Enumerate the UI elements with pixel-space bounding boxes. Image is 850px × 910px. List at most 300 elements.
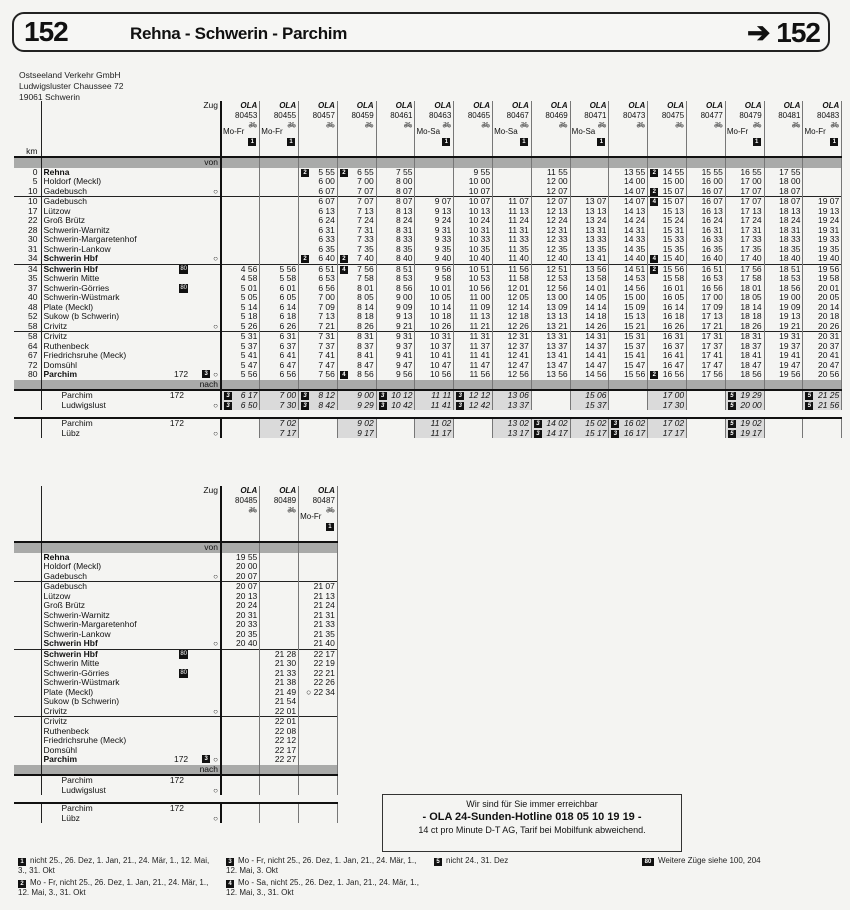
footnote-marker: 3 [611,430,619,438]
empty-cell [803,380,842,391]
departure-time: 19 56 [817,264,840,274]
departure-time: 7 31 [318,331,335,341]
time-cell [299,727,338,737]
empty-cell [454,157,493,168]
departure-time: 15 37 [585,400,607,410]
time-cell [803,361,842,371]
time-cell [260,755,299,765]
train-number: 80461 [390,111,413,120]
footnote-marker: 1 [248,138,256,146]
departure-time: 16 41 [662,351,685,360]
departure-time: 17 56 [740,264,762,274]
time-cell [687,390,726,401]
time-cell [221,707,260,717]
time-cell [493,312,532,322]
footnote-marker: 5 [728,420,736,428]
time-cell [764,293,803,303]
km-value: 30 [28,235,38,244]
evening-timetable [14,486,338,823]
time-cell [260,786,299,796]
footnote-marker: 3 [301,392,309,400]
time-cell [260,736,299,746]
to-row [14,380,842,391]
time-cell [493,226,532,236]
time-cell [454,390,493,401]
departure-time: 16 17 [623,428,646,438]
time-cell [531,342,570,352]
station-cell [41,659,221,669]
time-cell [299,601,338,611]
station-row [14,727,337,737]
station-name: Schwerin Hbf [43,639,98,648]
time-cell [687,429,726,439]
footnote-marker: 3 [224,402,232,410]
time-cell [725,361,764,371]
time-cell [725,370,764,380]
time-cell [337,361,376,371]
km-value: 28 [28,225,38,235]
departure-time: 5 31 [240,331,258,341]
departure-time: 5 55 [318,167,335,177]
km-value: 52 [28,312,38,321]
departure-time: 20 14 [817,302,840,312]
train-column-header[interactable] [337,101,376,157]
time-cell [609,254,648,264]
spacer [14,157,41,168]
departure-time: 12 35 [546,244,568,254]
departure-time: 13 31 [546,331,568,341]
departure-time: 17 41 [701,351,723,360]
empty-cell [570,157,609,168]
station-name: Schwerin Hbf [43,264,98,274]
departure-time: 19 58 [817,274,840,283]
departure-time: 6 56 [279,370,297,379]
time-cell [493,177,532,187]
departure-time: 21 31 [313,610,335,620]
departure-time: 18 56 [779,283,801,293]
departure-time: 12 56 [546,283,568,293]
departure-time: 17 55 [779,167,801,177]
departure-time: 19 17 [740,428,762,438]
departure-time: 6 05 [279,293,297,302]
empty-cell [299,157,338,168]
time-cell [609,361,648,371]
train-column-header[interactable] [493,101,532,157]
footnote-text: Mo - Fr, nicht 25., 26. Dez, 1. Jan, 21., 24. Mär, 1., 12. Mai, 3., 31. Okt [18,878,209,897]
departure-time: 17 40 [740,254,762,263]
departure-time: 12 26 [507,321,529,331]
departure-time: 6 56 [318,283,335,293]
train-column-header[interactable] [299,486,338,542]
station-cell [41,332,221,342]
departure-time: 10 41 [430,351,452,360]
bicycle-icon: 🚲︎ [675,122,685,129]
route-number: 172 [169,418,184,428]
time-cell [454,245,493,255]
footnote-marker: 2 [340,169,348,177]
time-cell [260,592,299,602]
departure-time: 12 31 [546,225,568,235]
departure-time: 11 56 [469,370,491,379]
time-cell [221,755,260,765]
empty-cell [687,380,726,391]
time-cell [725,216,764,226]
station-name: Schwerin-Görries [43,283,110,293]
departure-time: 21 33 [313,620,335,629]
time-cell [221,620,260,630]
km-value [14,639,41,649]
train-column-header[interactable] [415,101,454,157]
time-cell [687,332,726,342]
time-cell [493,168,532,178]
departure-time: 15 06 [585,390,607,400]
station-name: Gadebusch [43,581,87,591]
station-name: Schwerin Hbf [43,649,98,659]
station-name: Holdorf (Meckl) [43,177,102,186]
km-value [14,736,41,746]
reference-80-icon: 80 [179,650,188,660]
time-cell [260,216,299,226]
time-cell [299,572,338,582]
departure-time: 18 56 [740,370,762,379]
service-days: Mo-Fr [726,127,749,136]
time-cell [376,303,415,313]
departure-time: 15 21 [623,321,646,331]
time-cell [531,168,570,178]
departure-time: 16 01 [662,283,685,293]
departure-time: 6 24 [318,216,335,225]
departure-time: 8 31 [395,225,413,235]
to-row [14,765,337,776]
train-number: 80459 [351,111,374,120]
time-cell [803,216,842,226]
time-cell [376,312,415,322]
station-row [14,649,337,659]
time-cell [493,264,532,274]
train-column-header[interactable] [299,101,338,157]
train-column-header[interactable] [803,101,842,157]
km-value: 37 [28,283,38,293]
departure-time: 7 13 [318,312,335,321]
hotline-intro: Wir sind für Sie immer erreichbar [466,799,598,809]
departure-time: 11 33 [508,235,529,244]
departure-time: 10 13 [468,206,491,216]
station-cell [41,717,221,727]
station-name: Plate (Meckl) [43,687,94,697]
time-cell [454,312,493,322]
route-number: 172 [169,803,184,813]
time-cell [570,293,609,303]
service-days: Mo-Fr [804,127,826,136]
train-column-header[interactable] [454,101,493,157]
time-cell [570,418,609,429]
time-cell [493,401,532,411]
time-cell [454,187,493,197]
train-column-header[interactable] [531,101,570,157]
time-cell [415,370,454,380]
time-cell [570,322,609,332]
departure-time: 13 17 [507,428,529,438]
empty-cell [337,380,376,391]
time-cell [725,293,764,303]
departure-time: 20 56 [817,370,840,379]
train-number: 80469 [545,111,568,120]
station-name: Schwerin-Görries [43,668,110,678]
departure-time: 13 07 [585,196,607,206]
empty-cell [764,157,803,168]
time-cell [764,332,803,342]
time-cell [493,187,532,197]
train-header-row [14,101,842,157]
empty-cell [260,157,299,168]
time-cell [648,370,687,380]
time-cell [609,429,648,439]
departure-time: 20 18 [817,312,840,321]
km-value: 35 [28,274,38,283]
time-cell [415,390,454,401]
km-value [14,669,41,679]
footnote-1 [18,856,218,876]
train-column-header[interactable] [764,101,803,157]
time-cell [570,312,609,322]
departure-time: 12 14 [507,302,529,312]
empty-cell [221,157,260,168]
train-column-header[interactable] [570,101,609,157]
time-cell [415,284,454,294]
time-cell [648,351,687,361]
departure-time: 5 58 [279,274,297,283]
station-name: Ruthenbeck [43,341,89,351]
time-cell [803,168,842,178]
train-column-header[interactable] [260,101,299,157]
footnote-marker: 3 [534,420,542,428]
departure-time: 12 42 [468,400,491,410]
station-row [14,370,842,380]
departure-time: 16 37 [662,341,685,351]
departure-time: 11 31 [508,225,529,235]
departure-time: 15 00 [623,293,646,302]
departure-time: 11 11 [431,390,452,400]
km-value: 40 [28,293,38,302]
departure-time: 7 40 [357,254,374,263]
bicycle-icon: 🚲︎ [326,122,335,129]
km-value: 10 [28,186,38,196]
spacer [14,418,41,429]
departure-time: 11 55 [547,167,568,177]
time-cell [299,717,338,727]
time-cell [299,659,338,669]
departure-time: 11 37 [469,341,491,351]
train-column-header[interactable] [687,101,726,157]
station-cell [41,322,221,332]
departure-time: 19 00 [779,293,801,302]
time-cell [299,418,338,429]
departure-time: 6 33 [318,235,335,244]
train-column-header[interactable] [725,101,764,157]
station-cell [41,235,221,245]
station-name: Rehna [43,552,70,562]
time-cell [803,197,842,207]
time-cell [493,351,532,361]
station-cell [41,245,221,255]
time-cell [415,226,454,236]
connection-row [14,418,842,429]
km-value [14,678,41,688]
time-cell [260,601,299,611]
station-row [14,601,337,611]
connection-station: Ludwigslust [61,785,106,795]
operator-address [19,70,123,103]
departure-time: 14 31 [623,225,646,235]
time-cell [221,207,260,217]
time-cell [570,177,609,187]
departure-time: 19 13 [817,206,840,216]
departure-time: 15 02 [585,418,607,428]
time-cell [415,207,454,217]
connection-station-cell [41,814,221,824]
time-cell [454,197,493,207]
time-cell [260,197,299,207]
departure-time: 7 00 [357,177,374,186]
time-cell [454,303,493,313]
departure-time: 11 09 [469,302,491,312]
km-value [14,727,41,737]
departure-time: 22 17 [313,649,335,659]
operator-label: OLA [279,486,297,495]
change-circle-icon: ○ [213,400,218,410]
spacer [14,803,41,814]
departure-time: 9 41 [395,351,413,360]
gap-row [14,410,842,418]
departure-time: 18 13 [779,206,801,216]
empty-cell [260,380,299,391]
time-cell [648,197,687,207]
departure-time: 8 26 [357,321,374,331]
time-cell [376,245,415,255]
time-cell [531,303,570,313]
time-cell [570,168,609,178]
time-cell [221,245,260,255]
time-cell [454,401,493,411]
departure-time: 7 56 [318,370,335,379]
departure-time: 5 05 [240,293,258,302]
train-column-header[interactable] [609,101,648,157]
station-name: Plate (Meckl) [43,302,94,312]
train-column-header[interactable] [260,486,299,542]
departure-time: 15 00 [662,177,685,186]
departure-time: 14 26 [585,321,607,331]
time-cell [454,342,493,352]
station-name: Groß Brütz [43,216,86,225]
departure-time: 19 35 [817,244,840,254]
time-cell [337,303,376,313]
departure-time: 6 07 [318,196,335,206]
time-cell [570,284,609,294]
bicycle-icon: 🚲︎ [597,122,607,129]
station-name: Schwerin Mitte [43,274,100,283]
departure-time: 18 07 [779,196,801,206]
time-cell [337,177,376,187]
time-cell [648,429,687,439]
spacer [14,814,41,824]
departure-time: 17 33 [740,235,762,244]
departure-time: 12 56 [507,370,529,379]
time-cell [260,226,299,236]
time-cell [337,312,376,322]
zug-label: Zug [41,101,221,157]
train-number: 80455 [273,111,297,120]
station-row [14,168,842,178]
departure-time: 11 41 [430,400,452,410]
departure-time: 19 09 [779,302,801,312]
departure-time: 8 56 [357,370,374,379]
departure-time: 7 09 [318,302,335,312]
time-cell [764,284,803,294]
km-value [14,630,41,640]
time-cell [299,786,338,796]
train-column-header[interactable] [221,101,260,157]
time-cell [648,216,687,226]
next-page-link[interactable]: ➔ 152 [747,17,820,48]
change-circle-icon: ○ [213,813,218,823]
km-value: 34 [28,254,38,263]
train-header-row [14,486,337,542]
time-cell [415,216,454,226]
departure-time: 5 37 [240,341,258,351]
time-cell [221,659,260,669]
time-cell [454,226,493,236]
change-circle-icon: ○ [213,639,218,648]
time-cell [493,197,532,207]
station-row [14,235,842,245]
nach-label: nach [41,380,221,391]
station-row [14,611,337,621]
time-cell [260,187,299,197]
time-cell [687,187,726,197]
time-cell [609,303,648,313]
station-name: Gadebusch [43,186,87,196]
departure-time: 16 18 [662,312,685,321]
train-number: 80473 [623,111,646,120]
time-cell [221,293,260,303]
empty-cell [299,542,338,553]
departure-time: 10 31 [468,225,491,235]
time-cell [415,361,454,371]
time-cell [299,775,338,786]
time-cell [609,187,648,197]
time-cell [376,168,415,178]
time-cell [803,284,842,294]
train-number: 80453 [235,111,258,120]
departure-time: 5 56 [240,370,258,379]
bicycle-icon: 🚲︎ [248,122,258,129]
train-column-header[interactable] [648,101,687,157]
train-column-header[interactable] [221,486,260,542]
departure-time: 5 01 [240,283,258,293]
operator-label: OLA [240,101,258,110]
train-column-header[interactable] [376,101,415,157]
empty-cell [531,157,570,168]
footnote-marker: 1 [597,138,605,146]
empty-cell [609,380,648,391]
time-cell [299,322,338,332]
time-cell [493,235,532,245]
departure-time: 14 56 [585,370,607,379]
empty-cell [803,157,842,168]
time-cell [260,649,299,659]
time-cell [337,274,376,284]
station-cell [41,678,221,688]
